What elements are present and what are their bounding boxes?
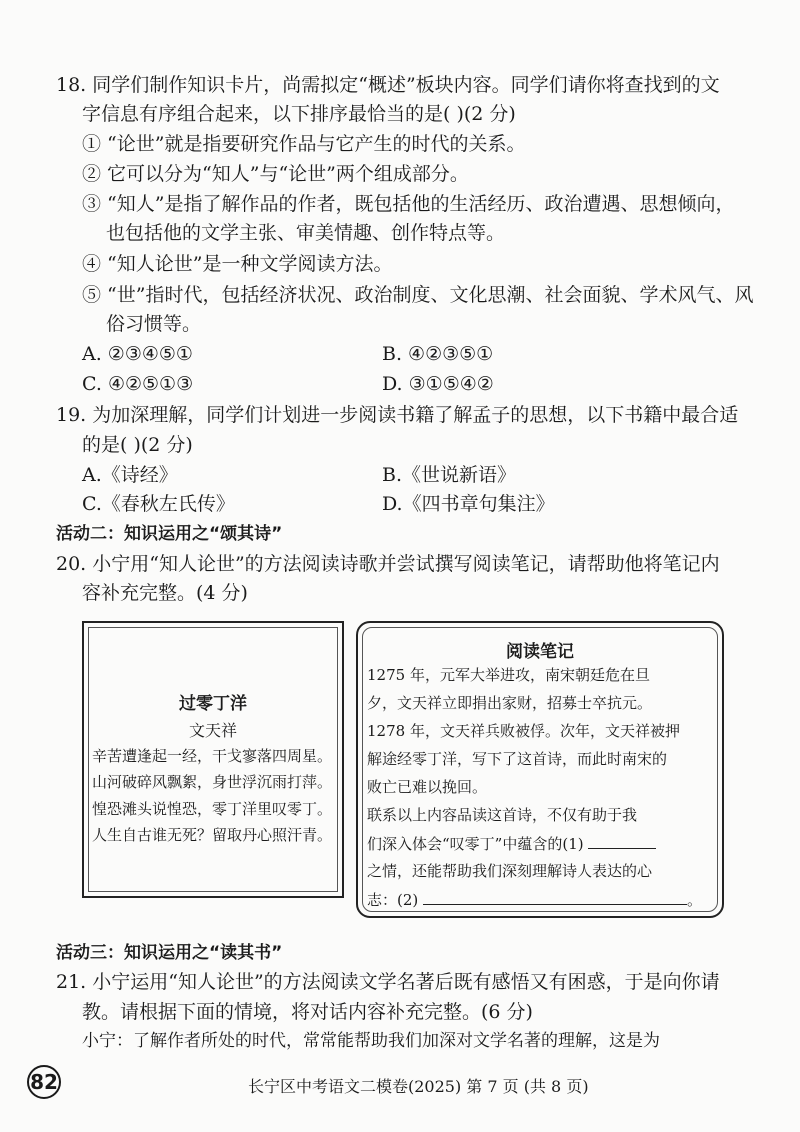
page-number-badge: 82	[27, 1065, 61, 1099]
note-line-7	[367, 832, 656, 854]
q18-item-2: ② 它可以分为“知人”与“论世”两个组成部分。	[82, 163, 469, 185]
note-line-1: 1275 年，元军大举进攻，南宋朝廷危在旦	[367, 666, 650, 684]
q20-stem-line1: 20. 小宁用“知人论世”的方法阅读诗歌并尝试撰写阅读笔记，请帮助他将笔记内	[56, 553, 720, 575]
q18-option-a: A. ②③④⑤①	[82, 343, 193, 365]
note-line-8-text: 之情，还能帮助我们深刻理解诗人表达的心	[367, 862, 653, 880]
note-line-4: 解途经零丁洋，写下了这首诗，而此时南宋的	[367, 750, 668, 768]
q18-stem-line2: 字信息有序组合起来，以下排序最恰当的是( )(2 分)	[82, 103, 516, 125]
q21-stem-line2: 教。请根据下面的情境，将对话内容补充完整。(6 分)	[82, 1001, 533, 1023]
note-line-8	[367, 860, 652, 881]
activity3-heading: 活动三：知识运用之“读其书”	[56, 943, 283, 963]
poem-line-1: 辛苦遭逢起一经，干戈寥落四周星。	[92, 747, 333, 765]
answer-blank-2[interactable]	[423, 888, 687, 905]
answer-blank-1[interactable]	[588, 832, 656, 849]
q19-option-d: D.《四书章句集注》	[382, 493, 555, 515]
q18-option-c: C. ④②⑤①③	[82, 373, 194, 395]
note-line-2: 夕，文天祥立即捐出家财，招募士卒抗元。	[367, 694, 653, 712]
q18-item-3-cont: 也包括他的文学主张、审美情趣、创作特点等。	[106, 222, 506, 244]
q20-stem-line2: 容补充完整。(4 分)	[82, 582, 248, 604]
note-line-5: 败亡已难以挽回。	[367, 778, 488, 796]
q19-stem-line2: 的是( )(2 分)	[82, 434, 193, 456]
q21-stem-line1: 21. 小宁运用“知人论世”的方法阅读文学名著后既有感悟又有困惑，于是向你请	[56, 971, 720, 993]
q19-option-b: B.《世说新语》	[382, 464, 517, 486]
q21-dialogue-line1: 小宁：了解作者所处的时代，常常能帮助我们加深对文学名著的理解，这是为	[82, 1031, 660, 1051]
q19-stem-line1: 19. 为加深理解，同学们计划进一步阅读书籍了解孟子的思想，以下书籍中最合适	[56, 404, 739, 426]
q18-item-3: ③ “知人”是指了解作品的作者，既包括他的生活经历、政治遭遇、思想倾向，	[82, 193, 735, 215]
note-line-9	[367, 888, 702, 910]
q18-item-1: ① “论世”就是指要研究作品与它产生的时代的关系。	[82, 133, 526, 155]
q18-item-4: ④ “知人论世”是一种文学阅读方法。	[82, 253, 393, 275]
q19-option-a: A.《诗经》	[82, 464, 178, 486]
note-line-7-text: 们深入体会“叹零丁”中蕴含的(1)	[367, 835, 584, 853]
q19-option-c: C.《春秋左氏传》	[82, 493, 235, 515]
poem-line-3: 惶恐滩头说惶恐，零丁洋里叹零丁。	[92, 800, 333, 818]
poem-author: 文天祥	[188, 721, 237, 740]
poem-title: 过零丁洋	[179, 694, 247, 714]
q18-stem-line1: 18. 同学们制作知识卡片，尚需拟定“概述”板块内容。同学们请你将查找到的文	[56, 74, 720, 96]
reading-note-title: 阅读笔记	[506, 642, 574, 662]
q18-item-5: ⑤ “世”指时代，包括经济状况、政治制度、文化思潮、社会面貌、学术风气、风	[82, 284, 754, 306]
note-line-9-text: 志：(2)	[367, 891, 419, 909]
page-footer: 长宁区中考语文二模卷(2025) 第 7 页 (共 8 页)	[248, 1077, 589, 1096]
poem-line-2: 山河破碎风飘絮，身世浮沉雨打萍。	[92, 773, 333, 791]
activity2-heading: 活动二：知识运用之“颂其诗”	[56, 524, 283, 544]
note-line-9-end: 。	[687, 891, 703, 909]
note-line-6: 联系以上内容品读这首诗，不仅有助于我	[367, 806, 638, 824]
q18-option-d: D. ③①⑤④②	[382, 373, 494, 395]
q18-option-b: B. ④②③⑤①	[382, 343, 494, 365]
note-line-3: 1278 年，文天祥兵败被俘。次年，文天祥被押	[367, 722, 680, 740]
poem-line-4: 人生自古谁无死？留取丹心照汗青。	[92, 826, 333, 844]
q18-item-5-cont: 俗习惯等。	[106, 313, 202, 335]
